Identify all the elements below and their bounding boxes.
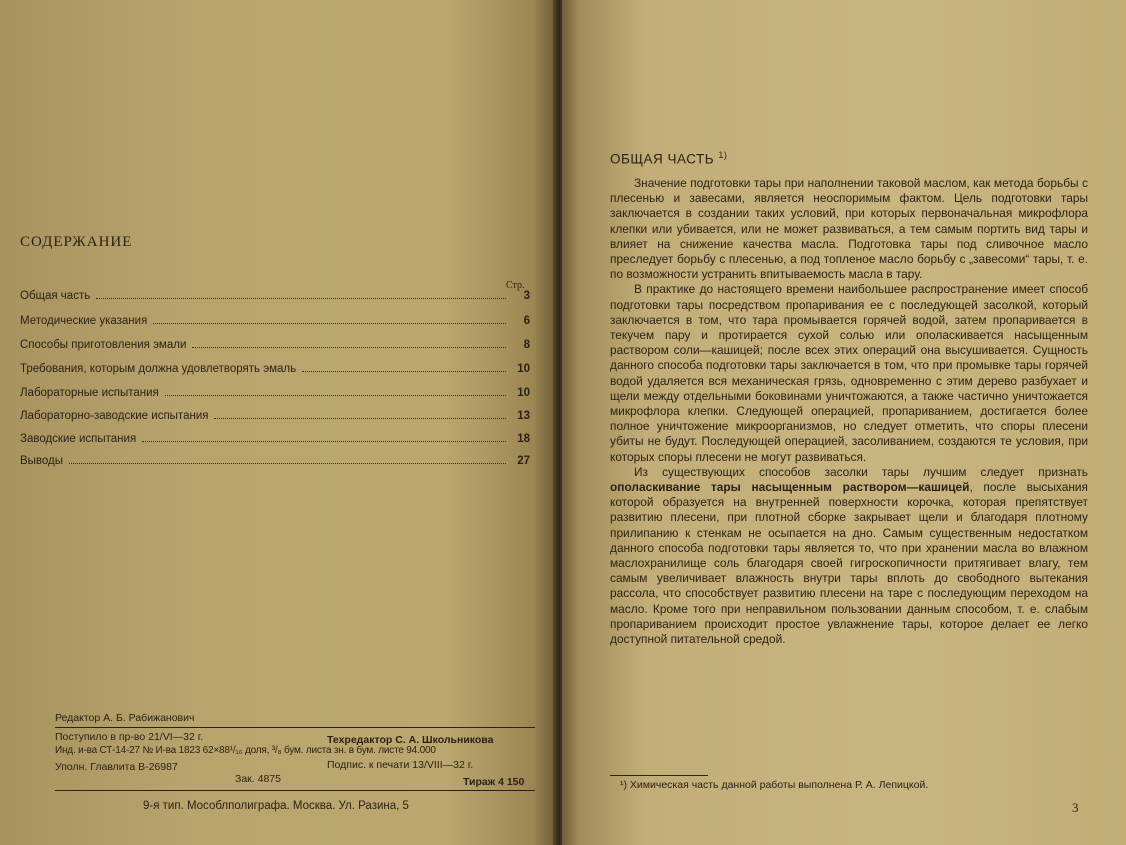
section-heading [610, 150, 727, 167]
imprint-signed: Подпис. к печати 13/VIII—32 г. [327, 759, 474, 771]
toc-entry [20, 410, 530, 426]
toc-leader-dots [142, 440, 506, 442]
imprint-rule [55, 727, 535, 728]
toc-entry-page: 8 [523, 339, 530, 351]
paragraph [610, 465, 1088, 647]
toc-entry [20, 363, 530, 379]
section-heading-text: ОБЩАЯ ЧАСТЬ [610, 151, 715, 167]
imprint-glavlit: Уполн. Главлита В-26987 [55, 761, 178, 773]
right-page [562, 0, 1126, 845]
toc-entry-label: Лабораторно-заводские испытания [20, 410, 209, 422]
toc-leader-dots [214, 417, 506, 419]
page-number: 3 [1072, 800, 1079, 815]
toc-entry-page: 10 [517, 363, 530, 375]
toc-entry-label: Выводы [20, 455, 64, 467]
paragraph: В практике до настоящего времени наибольшее распространение имеет способ подготовки тары посредством пропаривания ее с последующей засолкой, который заключается в том, что тара промывается горячей водой, затем пропаривается в текучем пару и протирается сухой солью или ополаскивается насыщенным раствором соли—кашицей; после всех этих операций она высушивается. Сущность данного способа подготовки тары заключается в том, что при промывке тары горячей водой удаляется вся механическая грязь, одновременно с этим дерево разбухает и щели между отдельными боковинами уничтожаются, а также частично уничтожается микрофлора клепки. Следующей операцией, пропариванием, достигается более полное уничтожение микроорганизмов, но следует отметить, что споры плесени убиты не будут. Последующей операцией, засоливанием, создаются те условия, при которых споры плесени не могут развиваться. [610, 282, 1088, 464]
imprint-block [55, 712, 535, 828]
paragraph-text: , после высыхания которой образуется на внутренней поверхности корочка, которая препятствует развитию плесени, при плотной сборке закрывает щели и благодаря плотному прилипанию к стенкам не осыпается на дно. Самым существенным недостатком данного способа подготовки тары является то, что при хранении масла во влажном маслохранилище соль благодаря своей гигроскопичности притягивает влагу, тем самым увеличивает влажность внутри тары вплоть до свободного вытекания рассола, что способствует развитию плесени на таре с последующим переходом на масло. Кроме того при неправильном пользовании данным способом, т. е. слабым пропариванием происходит простое увлажнение тары, которое делает ее легко доступной питательной средой. [610, 480, 1088, 647]
paragraph: Значение подготовки тары при наполнении таковой маслом, как метода борьбы с плесенью и завесами, является неоспоримым фактом. Цель подготовки тары заключается в создании таких условий, при которых первоначальная микрофлора клепки или убивается, или не может развиваться, а тем самым портить вид тары и влияет на снижение качества масла. Подготовка тары под сливочное масло преследует борьбу с плесенью, а под топленое масло борьбу с „завесоми“ тары, т. е. по возможности устранить впитываемость масла в тару. [610, 176, 1088, 282]
imprint-print-run: Тираж 4 150 [463, 776, 525, 788]
page-column-label: Стр. [506, 280, 525, 291]
toc-entry-label: Общая часть [20, 290, 91, 302]
footnote: ¹) Химическая часть данной работы выполнена Р. А. Лепицкой. [620, 779, 929, 791]
toc-entry-label: Способы приготовления эмали [20, 339, 187, 351]
toc-leader-dots [302, 370, 506, 372]
toc-entry-label: Лабораторные испытания [20, 387, 159, 399]
imprint-tech-editor: Техредактор С. А. Школьникова [327, 734, 494, 746]
left-page [0, 0, 556, 845]
toc-entry-label: Требования, которым должна удовлетворять эмаль [20, 363, 297, 375]
imprint-printer: 9-я тип. Мособлполиграфа. Москва. Ул. Разина, 5 [143, 800, 409, 812]
toc-leader-dots [165, 394, 506, 396]
toc-entry-page: 3 [523, 290, 530, 302]
footnote-rule [610, 775, 708, 776]
toc-entry-label: Заводские испытания [20, 433, 137, 445]
toc-entry [20, 339, 530, 355]
toc-entry-label: Методические указания [20, 315, 148, 327]
imprint-index: Инд. и-ва СТ-14-27 № И-ва 1823 62×88¹/₁₆ доля, ³/₈ бум. листа зн. в бум. листе 94.000 [55, 745, 436, 756]
imprint-order: Зак. 4875 [235, 773, 281, 785]
toc-entry-page: 6 [523, 315, 530, 327]
paragraph-text: Из существующих способов засолки тары лучшим следует признать [634, 464, 1088, 479]
toc-entry-page: 18 [517, 433, 530, 445]
imprint-rule [55, 790, 535, 791]
toc-leader-dots [96, 297, 506, 299]
contents-title: СОДЕРЖАНИЕ [20, 234, 133, 250]
toc-entry [20, 290, 530, 306]
toc-entry-page: 27 [517, 455, 530, 467]
imprint-editor: Редактор А. Б. Рабижанович [55, 712, 195, 724]
toc-entry-page: 10 [517, 387, 530, 399]
toc-leader-dots [153, 322, 506, 324]
toc-leader-dots [192, 346, 506, 348]
toc-leader-dots [69, 462, 506, 464]
toc-entry [20, 433, 530, 449]
toc-entry [20, 455, 530, 471]
footnote-marker: 1) [718, 150, 728, 160]
toc-entry [20, 315, 530, 331]
imprint-received: Поступило в пр-во 21/VI—32 г. [55, 731, 204, 743]
toc-entry [20, 387, 530, 403]
body-text [610, 176, 1088, 647]
toc-entry-page: 13 [517, 410, 530, 422]
emphasis-text: ополаскивание тары насыщенным раствором—кашицей [610, 480, 970, 495]
